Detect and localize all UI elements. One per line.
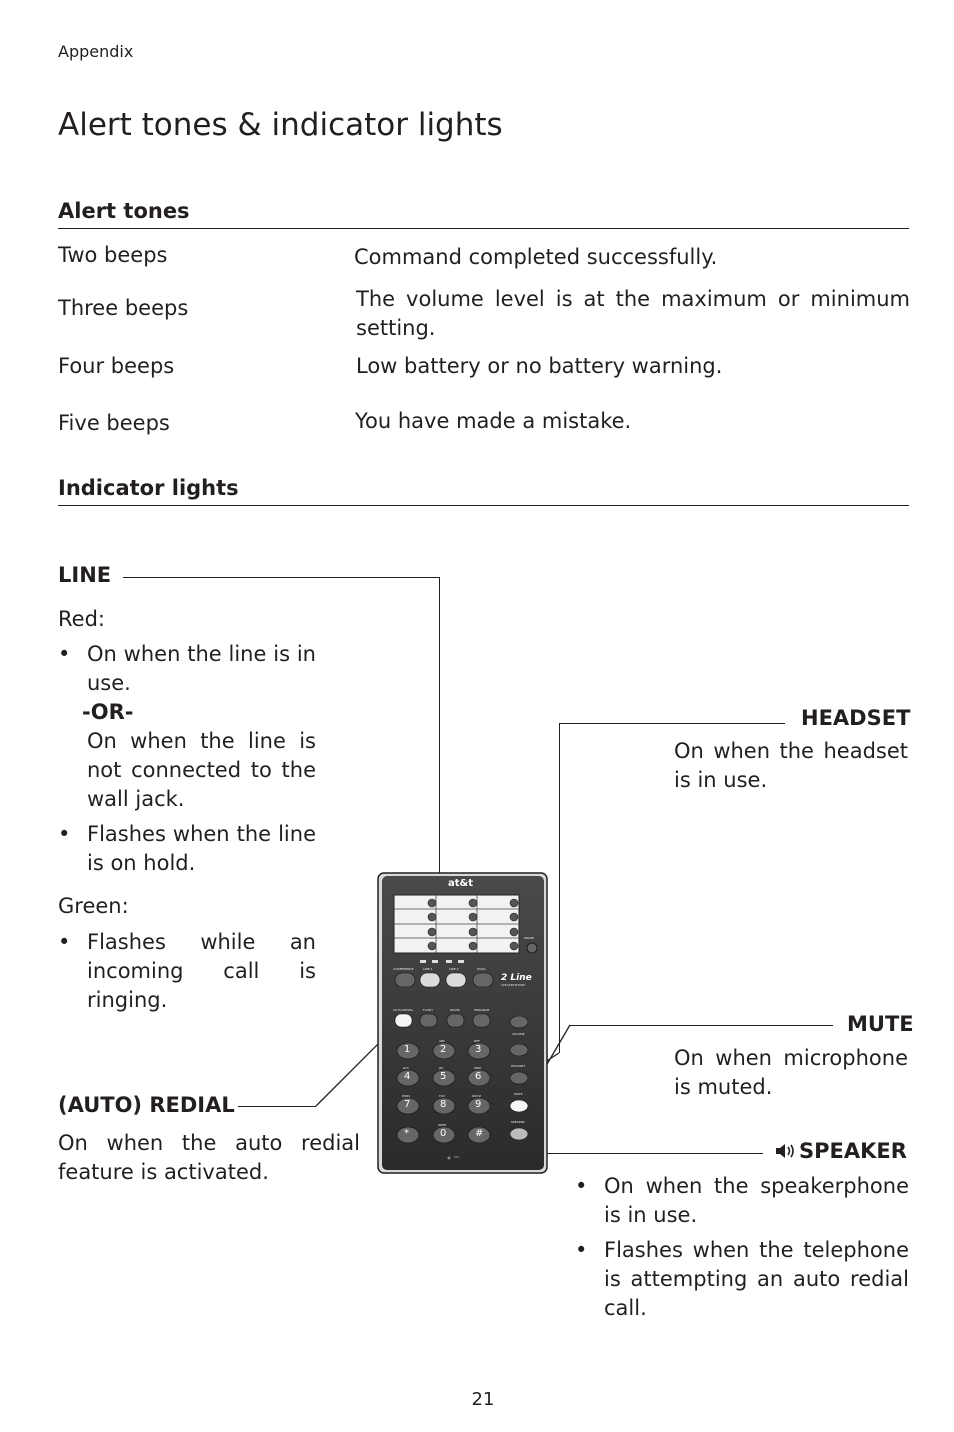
keypad-digit: 3	[475, 1044, 482, 1055]
tone-meaning: You have made a mistake.	[355, 409, 632, 433]
alert-tones-heading: Alert tones	[58, 199, 190, 223]
keypad-letters: OPER	[438, 1123, 447, 1127]
keypad-digit: 1	[404, 1044, 411, 1055]
phone-key-label: PAUSE	[450, 1008, 460, 1012]
keypad-digit: 2	[440, 1044, 447, 1055]
speaker-item: • On when the speakerphone is in use.	[575, 1172, 909, 1230]
keypad-letters: MNO	[474, 1066, 482, 1070]
section-label: Appendix	[58, 42, 134, 61]
keypad-digit: 8	[440, 1099, 447, 1110]
page-number: 21	[471, 1389, 495, 1410]
tone-meaning: Command completed successfully.	[354, 245, 718, 269]
keypad-letters: JKL	[439, 1066, 444, 1070]
phone-model-sub: SPEAKERPHONE	[501, 983, 526, 987]
keypad-digit: 0	[440, 1128, 447, 1139]
phone-mic-label: MIC	[454, 1155, 460, 1159]
tone-name: Five beeps	[58, 411, 170, 435]
keypad-digit: 7	[404, 1099, 411, 1110]
line-red-item: • Flashes when the line is on hold.	[58, 820, 316, 878]
keypad-digit: #	[475, 1128, 484, 1139]
headset-label: HEADSET	[801, 706, 911, 730]
phone-key-label: LINE 2	[449, 967, 459, 971]
phone-side-label: MUTE	[514, 1092, 523, 1096]
phone-illustration	[377, 872, 548, 1174]
keypad-letters: GHI	[403, 1066, 409, 1070]
phone-side-label: SPEAKER	[511, 1120, 525, 1124]
line-green-item: • Flashes while an incoming call is ringing.	[58, 928, 316, 1015]
line-red-item: • On when the line is in use. -OR- On when the line is not connected to the wall jack.	[58, 640, 316, 814]
phone-key-label: FLASH	[423, 1008, 433, 1012]
phone-key-label: CONFERENCE	[393, 967, 414, 971]
page-title: Alert tones & indicator lights	[58, 107, 503, 143]
keypad-digit: 5	[440, 1071, 447, 1082]
tone-name: Four beeps	[58, 354, 175, 378]
line-label: LINE	[58, 563, 112, 587]
phone-key-label: HOLD	[477, 967, 486, 971]
phone-body-svg	[377, 872, 548, 1174]
keypad-letters: ABC	[439, 1039, 446, 1043]
phone-side-label: HEADSET	[511, 1064, 526, 1068]
phone-key-label: PROGRAM	[474, 1008, 490, 1012]
speaker-item: • Flashes when the telephone is attempting an auto redial call.	[575, 1236, 909, 1323]
line-red-item-continued: On when the line is not connected to the wall jack.	[87, 729, 316, 811]
phone-model: 2 Line	[501, 973, 532, 983]
keypad-letters: DEF	[474, 1039, 480, 1043]
phone-key-label: LINE 1	[423, 967, 433, 971]
phone-erase-label: ERASE	[524, 936, 534, 940]
phone-key-label: AUTO REDIAL	[393, 1008, 414, 1012]
line-red-label: Red:	[58, 607, 105, 631]
mute-label: MUTE	[847, 1012, 914, 1036]
keypad-digit: *	[404, 1128, 409, 1139]
tone-meaning: The volume level is at the maximum or minimum setting.	[356, 287, 910, 340]
mute-description: On when microphone is muted.	[674, 1046, 908, 1099]
redial-label: (AUTO) REDIAL	[58, 1093, 235, 1117]
redial-description: On when the auto redial feature is activated.	[58, 1131, 360, 1184]
line-green-label: Green:	[58, 894, 129, 918]
keypad-digit: 6	[475, 1071, 482, 1082]
keypad-letters: PQRS	[402, 1094, 411, 1098]
keypad-digit: 4	[404, 1071, 411, 1082]
headset-description: On when the headset is in use.	[674, 739, 908, 792]
keypad-letters: TUV	[439, 1094, 446, 1098]
tone-meaning: Low battery or no battery warning.	[356, 354, 723, 378]
keypad-digit: 9	[475, 1099, 482, 1110]
indicator-lights-heading: Indicator lights	[58, 476, 239, 500]
phone-side-label: VOLUME	[512, 1032, 525, 1036]
tone-name: Three beeps	[58, 296, 189, 320]
tone-name: Two beeps	[58, 243, 168, 267]
keypad-letters: WXYZ	[472, 1094, 481, 1098]
or-separator: -OR-	[82, 700, 134, 724]
phone-brand: at&t	[448, 878, 474, 889]
speaker-label: SPEAKER	[799, 1139, 907, 1163]
